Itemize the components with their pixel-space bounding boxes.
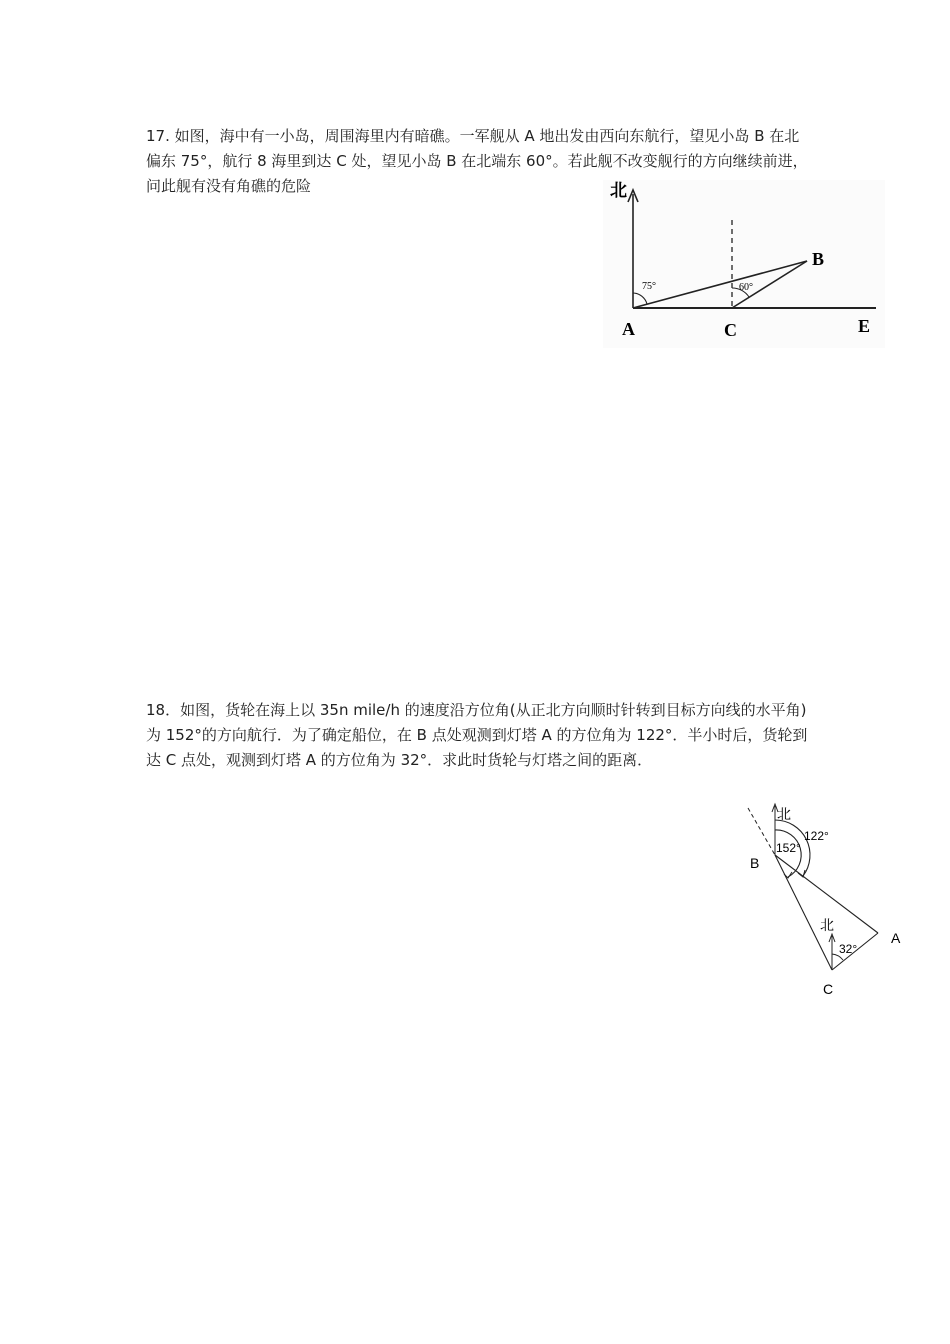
point-label-b: B <box>812 249 825 269</box>
point-label-a: A <box>622 319 635 339</box>
angle-label-c: 60° <box>739 282 753 293</box>
point-label-c: C <box>823 981 834 997</box>
north-label: 北 <box>610 181 627 200</box>
point-label-e: E <box>858 316 871 336</box>
problem-18-text: 18．如图，货轮在海上以 35n mile/h 的速度沿方位角(从正北方向顺时针转到目标方向线的水平角)为 152°的方向航行．为了确定船位，在 B 点处观测到灯塔 A 的方位角为 122°．半小时后，货轮到达 C 点处，观测到灯塔 A 的方位角为 32°．求此时货轮与灯塔之间的距离． <box>146 701 808 769</box>
angle-label-a: 75° <box>642 281 656 292</box>
angle-label-152: 152° <box>776 841 801 855</box>
point-label-a: A <box>891 930 901 946</box>
north-label-c: 北 <box>820 917 834 933</box>
segment-bc <box>775 855 832 970</box>
dashed-extension-b <box>748 808 775 855</box>
problem-18-figure <box>735 800 915 1005</box>
point-label-b: B <box>750 855 760 871</box>
point-label-c: C <box>724 320 737 340</box>
north-label-b: 北 <box>777 806 791 822</box>
problem-17-figure <box>600 172 885 348</box>
angle-label-122: 122° <box>804 829 829 843</box>
angle-label-32: 32° <box>839 942 858 956</box>
angle-arrow-122-icon <box>798 870 805 877</box>
problem-17-text: 17. 如图，海中有一小岛，周围海里内有暗礁。一军舰从 A 地出发由西向东航行，望见小岛 B 在北偏东 75°，航行 8 海里到达 C 处，望见小岛 B 在北端东 60°。若此舰不改变舰行的方向继续前进，问此舰有没有角礁的危险 <box>146 127 808 195</box>
